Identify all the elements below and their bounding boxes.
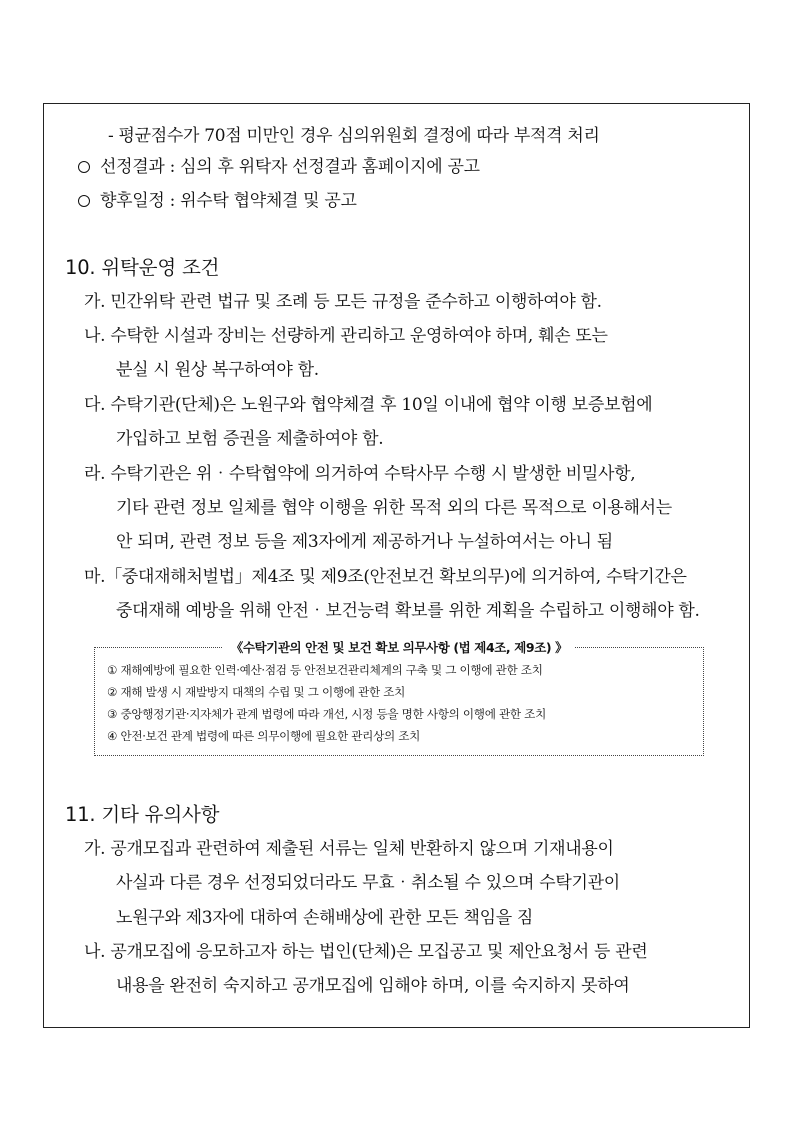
section-10-title: 10. 위탁운영 조건: [65, 256, 220, 279]
section-10-item-ga: 가. 민간위탁 관련 법규 및 조례 등 모든 규정을 준수하고 이행하여야 함.: [84, 292, 602, 312]
section-10-item-ra: 라. 수탁기관은 위‧수탁협약에 의거하여 수탁사무 수행 시 발생한 비밀사항,: [84, 464, 636, 484]
section-11-item-na-cont: 내용을 완전히 숙지하고 공개모집에 임해야 하며, 이를 숙지하지 못하여: [116, 976, 630, 996]
circle-bullet-icon: [78, 161, 90, 173]
section-10-item-ma: 마.「중대재해처벌법」제4조 및 제9조(안전보건 확보의무)에 의거하여, 수탁기간은: [84, 567, 687, 587]
safety-item-3: ③ 중앙행정기관·지자체가 관계 법령에 따라 개선, 시정 등을 명한 사항의 이행에 관한 조치: [107, 707, 546, 721]
section-11-item-ga-cont2: 노원구와 제3자에 대하여 손해배상에 관한 모든 책임을 짐: [116, 908, 534, 928]
safety-box-title: 《수탁기관의 안전 및 보건 확보 의무사항 (법 제4조, 제9조) 》: [223, 640, 576, 655]
section-10-item-ma-cont: 중대재해 예방을 위해 안전‧보건능력 확보를 위한 계획을 수립하고 이행해야 함.: [116, 601, 700, 621]
section-11-title: 11. 기타 유의사항: [65, 803, 220, 826]
section-10-item-na: 나. 수탁한 시설과 장비는 선량하게 관리하고 운영하여야 하며, 훼손 또는: [84, 326, 608, 346]
section-10-item-ra-cont1: 기타 관련 정보 일체를 협약 이행을 위한 목적 외의 다른 목적으로 이용해서는: [116, 498, 672, 518]
list-item-schedule: 향후일정 : 위수탁 협약체결 및 공고: [78, 190, 357, 212]
section-11-item-ga-cont1: 사실과 다른 경우 선정되었더라도 무효‧취소될 수 있으며 수탁기관이: [116, 873, 620, 893]
safety-obligations-box: [94, 640, 704, 756]
safety-item-2: ② 재해 발생 시 재발방지 대책의 수립 및 그 이행에 관한 조치: [107, 685, 406, 699]
section-10-item-na-cont: 분실 시 원상 복구하여야 함.: [116, 360, 319, 380]
list-item-selection-result: 선정결과 : 심의 후 위탁자 선정결과 홈페이지에 공고: [78, 156, 480, 178]
circle-bullet-icon: [78, 195, 90, 207]
section-11-item-ga: 가. 공개모집과 관련하여 제출된 서류는 일체 반환하지 않으며 기재내용이: [84, 839, 614, 859]
safety-item-4: ④ 안전·보건 관계 법령에 따른 의무이행에 필요한 관리상의 조치: [107, 729, 421, 743]
section-10-item-da-cont: 가입하고 보험 증권을 제출하여야 함.: [116, 429, 384, 449]
section-11-item-na: 나. 공개모집에 응모하고자 하는 법인(단체)은 모집공고 및 제안요청서 등 관련: [84, 942, 648, 962]
safety-item-1: ① 재해예방에 필요한 인력·예산·점검 등 안전보건관리체계의 구축 및 그 이행에 관한 조치: [107, 663, 543, 677]
section-10-item-ra-cont2: 안 되며, 관련 정보 등을 제3자에게 제공하거나 누설하여서는 아니 됨: [116, 532, 613, 552]
section-10-item-da: 다. 수탁기관(단체)은 노원구와 협약체결 후 10일 이내에 협약 이행 보증보험에: [84, 395, 653, 415]
sub-item-score-rule: - 평균점수가 70점 미만인 경우 심의위원회 결정에 따라 부적격 처리: [108, 126, 600, 146]
